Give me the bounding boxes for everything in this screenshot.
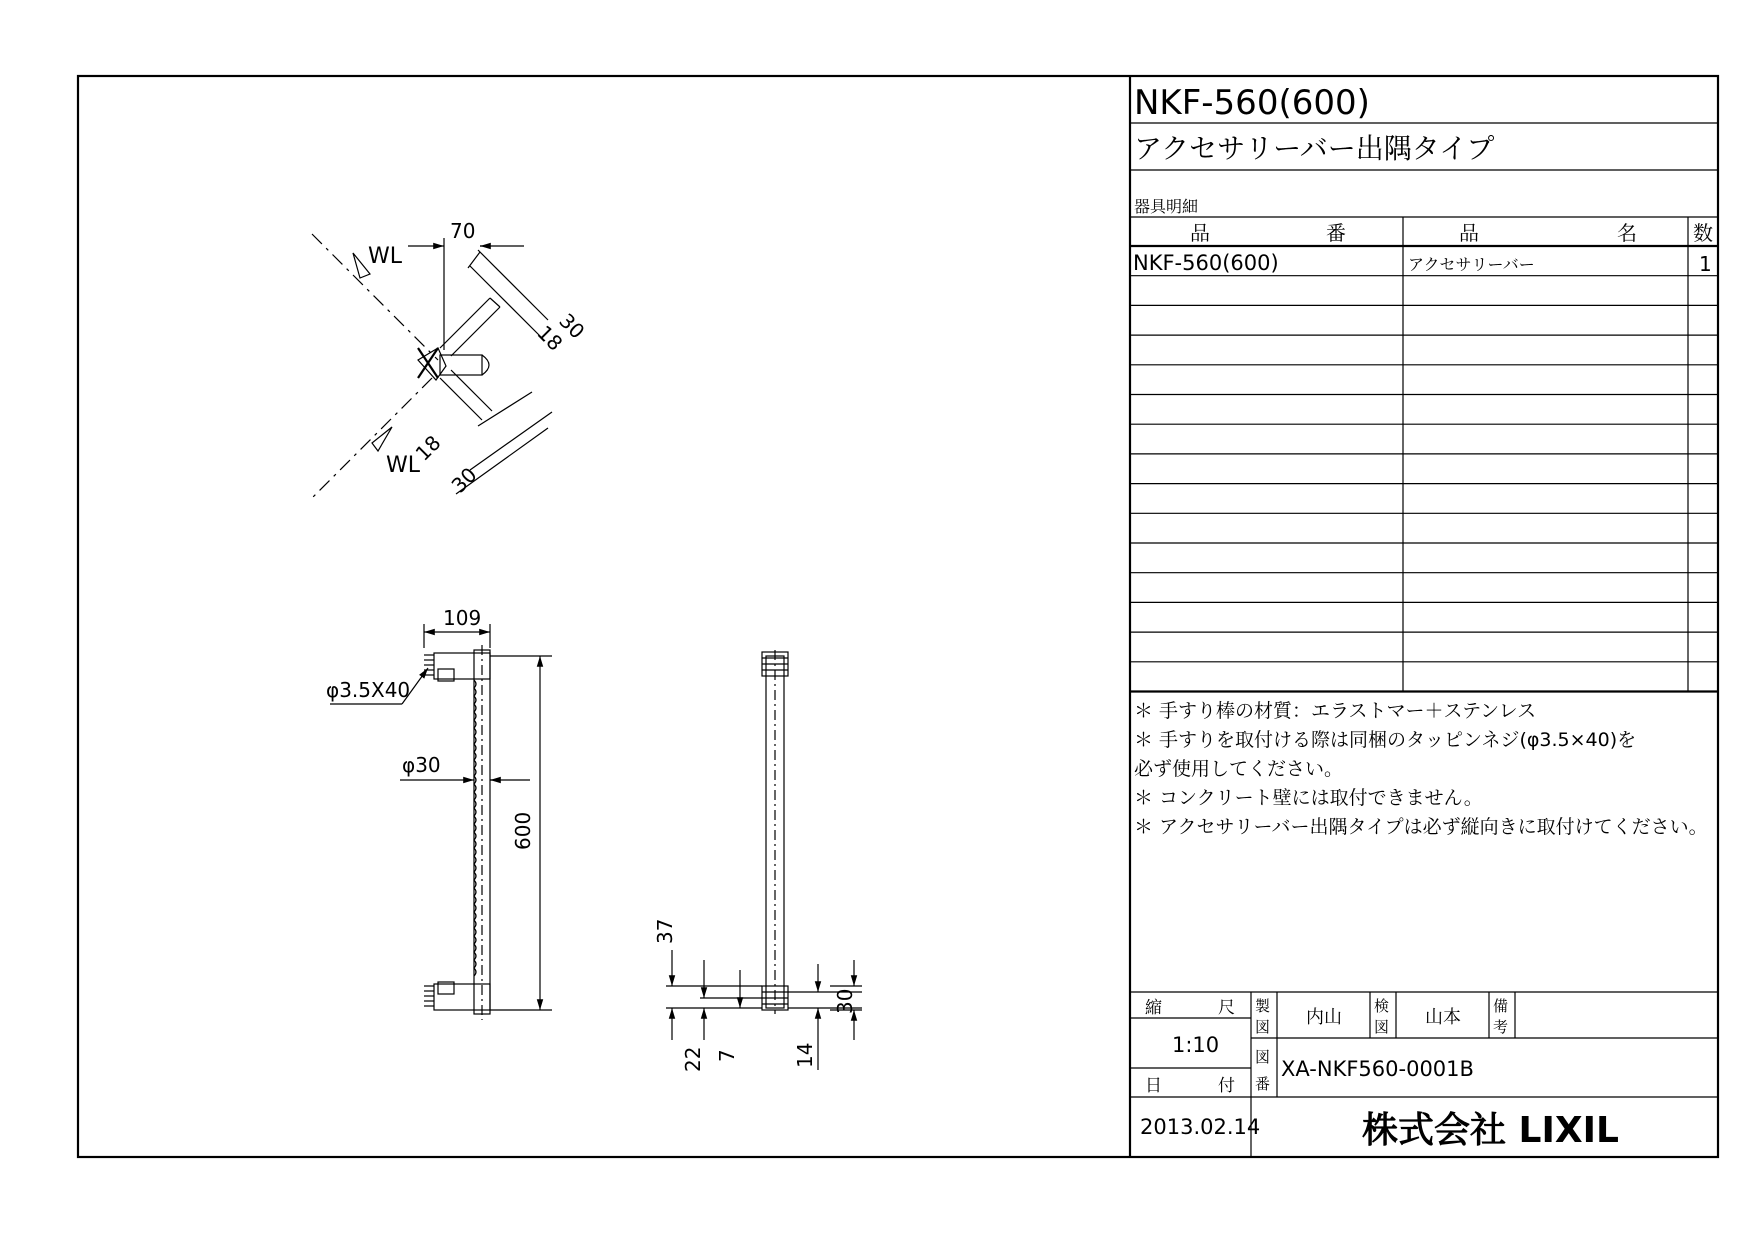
drafted-label-2: 図 [1255,1018,1271,1036]
date-label-2: 付 [1218,1076,1235,1096]
approval-block [1130,992,1718,1157]
remarks-label-2: 考 [1493,1018,1509,1036]
note-line-1: ＊ 手すり棒の材質：エラストマー＋ステンレス [1134,700,1537,722]
dim-18-top-label: 18 [532,320,568,356]
checked-label-1: 検 [1374,997,1390,1015]
row-part-number: NKF-560(600) [1133,251,1279,275]
checked-label-2: 図 [1374,1018,1390,1036]
notes [1134,700,1708,838]
model-title: NKF-560(600) [1134,83,1370,123]
scale-label-1: 縮 [1145,998,1162,1018]
dim-14-label: 14 [793,1042,817,1068]
dim-109-label: 109 [443,606,482,630]
note-line-3: 必ず使用してください。 [1134,758,1344,780]
drafted-by: 内山 [1306,1007,1342,1028]
checked-by: 山本 [1425,1007,1461,1028]
wl-top-label: WL [368,244,403,269]
dim-22-label: 22 [681,1046,705,1072]
parts-table [1130,217,1718,692]
scale-value: 1:10 [1172,1033,1220,1057]
front-view [326,606,552,1020]
drawing-no-label-2: 番 [1255,1075,1271,1093]
dim-70-label: 70 [450,219,476,243]
note-line-4: ＊ コンクリート壁には取付できません。 [1134,787,1483,809]
note-line-2: ＊ 手すりを取付ける際は同梱のタッピンネジ(φ3.5×40)を [1134,729,1637,751]
remarks-label-1: 備 [1493,997,1509,1015]
col-part-number-2: 番 [1326,221,1346,245]
dim-7-label: 7 [715,1049,739,1062]
dim-600-label: 600 [511,811,535,850]
wl-bottom-label: WL [386,453,421,478]
drawing-no-label-1: 図 [1255,1048,1271,1066]
dim-18-bottom-label: 18 [410,430,446,466]
plan-view [312,219,589,498]
row-qty: 1 [1699,252,1712,276]
side-view [653,650,862,1072]
col-qty: 数 [1693,221,1713,245]
product-name: アクセサリーバー出隅タイプ [1134,132,1495,165]
dim-30-side-label: 30 [833,988,857,1014]
drawing-number: XA-NKF560-0001B [1281,1057,1474,1081]
screw-label: φ3.5X40 [326,678,411,702]
date-value: 2013.02.14 [1140,1115,1261,1139]
title-block [1130,76,1718,1157]
note-line-5: ＊ アクセサリーバー出隅タイプは必ず縦向きに取付けてください。 [1134,816,1708,838]
col-product-name-1: 品 [1459,221,1479,245]
company-logo: 株式会社 LIXIL [1362,1110,1619,1151]
scale-label-2: 尺 [1218,998,1235,1018]
col-part-number-1: 品 [1190,221,1210,245]
dim-30-bottom-label: 30 [446,462,482,498]
row-product-name: アクセサリーバー [1408,255,1535,274]
dim-30-top-label: 30 [554,308,590,344]
date-label-1: 日 [1145,1076,1162,1096]
drafted-label-1: 製 [1255,997,1271,1015]
col-product-name-2: 名 [1617,221,1637,245]
parts-list-heading: 器具明細 [1134,197,1199,216]
dim-37-label: 37 [653,918,677,944]
dia-label: φ30 [402,753,441,777]
